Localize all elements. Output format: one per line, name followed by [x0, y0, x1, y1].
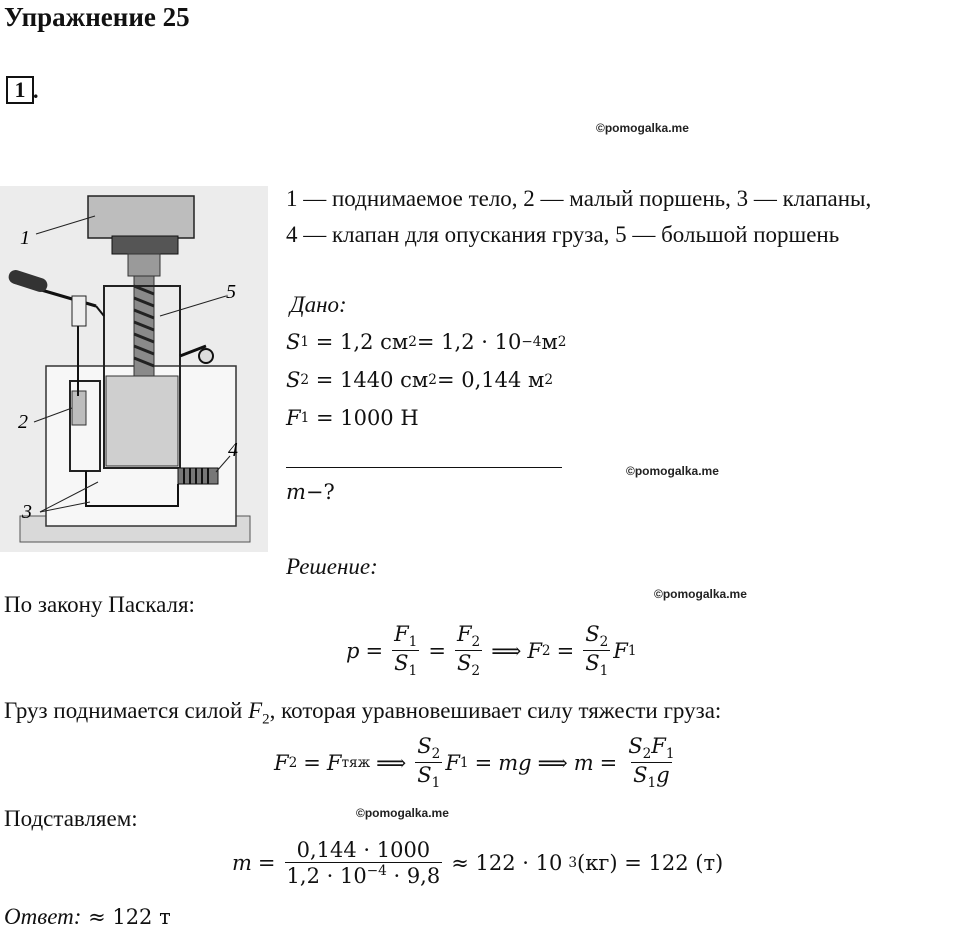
- watermark: ©pomogalka.me: [596, 121, 689, 135]
- given-separator: [286, 467, 562, 468]
- given-s1: S 1 = 1,2 см 2 = 1,2 · 10 −4 м 2: [286, 330, 567, 354]
- legend-line-1: 1 — поднимаемое тело, 2 — малый поршень, 3 — клапаны,: [286, 186, 872, 211]
- watermark: ©pomogalka.me: [356, 806, 449, 820]
- figure-label-1: 1: [20, 227, 30, 249]
- solution-heading: Решение:: [286, 554, 378, 579]
- figure-label-3: 3: [22, 501, 32, 523]
- solution-paragraph-3: Подставляем:: [4, 806, 138, 831]
- task-number-box: [6, 76, 34, 104]
- hydraulic-press-figure: [0, 186, 268, 552]
- task-number-dot: .: [33, 78, 39, 103]
- given-f1: F 1 = 1000 Н: [286, 406, 419, 430]
- legend-line-2: 4 — клапан для опускания груза, 5 — большой поршень: [286, 222, 840, 247]
- formula-gravity: F 2 = F тяж ⟹ $\frac{S_2}{S_1}$ F 1 = mg ⟹ m = $\frac{S_2F_1}{S_1g}$: [274, 734, 675, 792]
- figure-label-2: 2: [18, 411, 28, 433]
- task-number: 1: [14, 77, 26, 102]
- watermark: ©pomogalka.me: [654, 587, 747, 601]
- given-s2: S 2 = 1440 см 2 = 0,144 м 2: [286, 368, 554, 392]
- solution-paragraph-2: Груз поднимается силой $F_2$, которая уравновешивает силу тяжести груза:: [4, 698, 722, 728]
- page-title: Упражнение 25: [4, 2, 190, 32]
- formula-substitution: m = $\frac{0,144 \cdot 1000}{1,2 \cdot 10^{-4} \cdot 9,8}$ ≈ 122 · 10 3 (кг) = 122 (т): [232, 838, 724, 888]
- given-heading: Дано:: [290, 292, 347, 317]
- figure-label-4: 4: [228, 439, 238, 461]
- figure-label-5: 5: [226, 281, 236, 303]
- answer: Ответ: ≈ 122 т: [4, 904, 171, 929]
- formula-pascal: p = $\frac{F_1}{S_1}$ = $\frac{F_2}{S_2}$ ⟹ F 2 = $\frac{S_2}{S_1}$ F 1: [346, 622, 637, 680]
- given-find: m −?: [286, 480, 335, 504]
- solution-paragraph-1: По закону Паскаля:: [4, 592, 195, 617]
- watermark: ©pomogalka.me: [626, 464, 719, 478]
